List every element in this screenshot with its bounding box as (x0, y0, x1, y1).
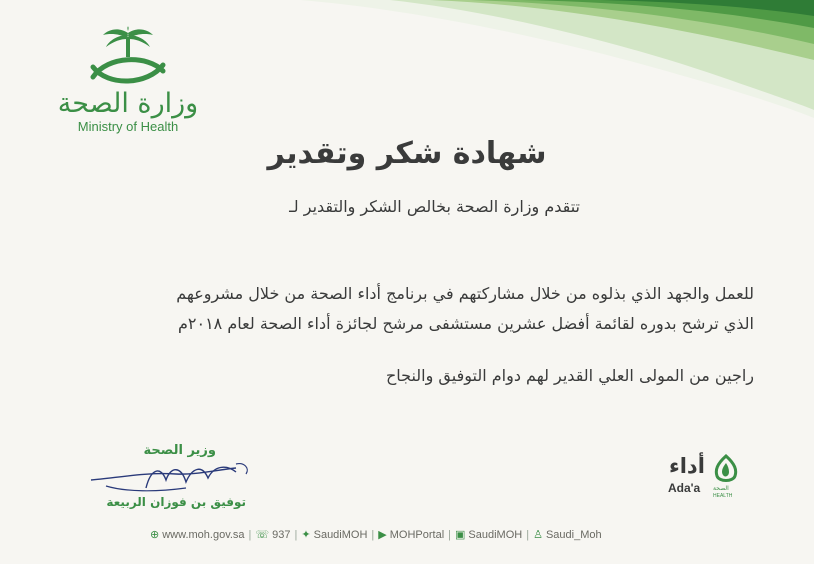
footer-divider: | (371, 528, 375, 541)
certificate-subtitle: تتقدم وزارة الصحة بخالص الشكر والتقدير لـ (289, 197, 580, 216)
snapchat-icon: ♙ (533, 529, 543, 541)
footer-website[interactable]: ⊕ www.moh.gov.sa (150, 528, 245, 541)
footer-twitter[interactable]: ✦ SaudiMOH (301, 528, 368, 541)
phone-icon: ☏ (255, 529, 270, 541)
adaa-logo (665, 452, 745, 504)
wish-line: راجين من المولى العلي القدير لهم دوام التوفيق والنجاح (385, 366, 754, 385)
instagram-icon: ▣ (455, 529, 466, 541)
body-line-1: للعمل والجهد الذي بذلوه من خلال مشاركتهم في برنامج أداء الصحة من خلال مشروعهم (176, 284, 754, 303)
adaa-name-arabic: أداء (669, 454, 705, 478)
signatory-block (82, 443, 252, 458)
youtube-icon: ▶ (378, 529, 387, 541)
palm-swords-emblem-icon (73, 25, 183, 87)
footer-divider: | (526, 528, 530, 541)
footer-phone[interactable]: ☏ 937 (255, 528, 291, 541)
adaa-sub-arabic: الصحة (713, 485, 729, 492)
footer-instagram[interactable]: ▣ SaudiMOH (455, 528, 523, 541)
twitter-icon: ✦ (301, 529, 311, 541)
adaa-name-english: Ada'a (668, 481, 701, 495)
body-line-2: الذي ترشح بدوره لقائمة أفضل عشرين مستشفى مرشح لجائزة أداء الصحة لعام ٢٠١٨م (177, 314, 754, 333)
certificate-body (54, 279, 754, 391)
footer-snapchat[interactable]: ♙ Saudi_Moh (533, 528, 602, 541)
globe-icon: ⊕ (150, 529, 160, 541)
adaa-sub-english: HEALTH (713, 493, 733, 499)
certificate-title: شهادة شكر وتقدير (267, 136, 547, 171)
ministry-name-english: Ministry of Health (77, 119, 179, 134)
footer-contacts (150, 528, 680, 541)
drop-leaf-icon (713, 454, 739, 484)
footer-divider: | (294, 528, 298, 541)
signatory-title: وزير الصحة (143, 443, 216, 458)
footer-youtube[interactable]: ▶ MOHPortal (378, 528, 445, 541)
signatory-name: توفيق بن فوزان الربيعة (106, 495, 246, 509)
handwritten-signature (86, 458, 256, 498)
footer-divider: | (248, 528, 252, 541)
footer-divider: | (448, 528, 451, 541)
ministry-name-arabic: وزارة الصحة (57, 88, 199, 119)
